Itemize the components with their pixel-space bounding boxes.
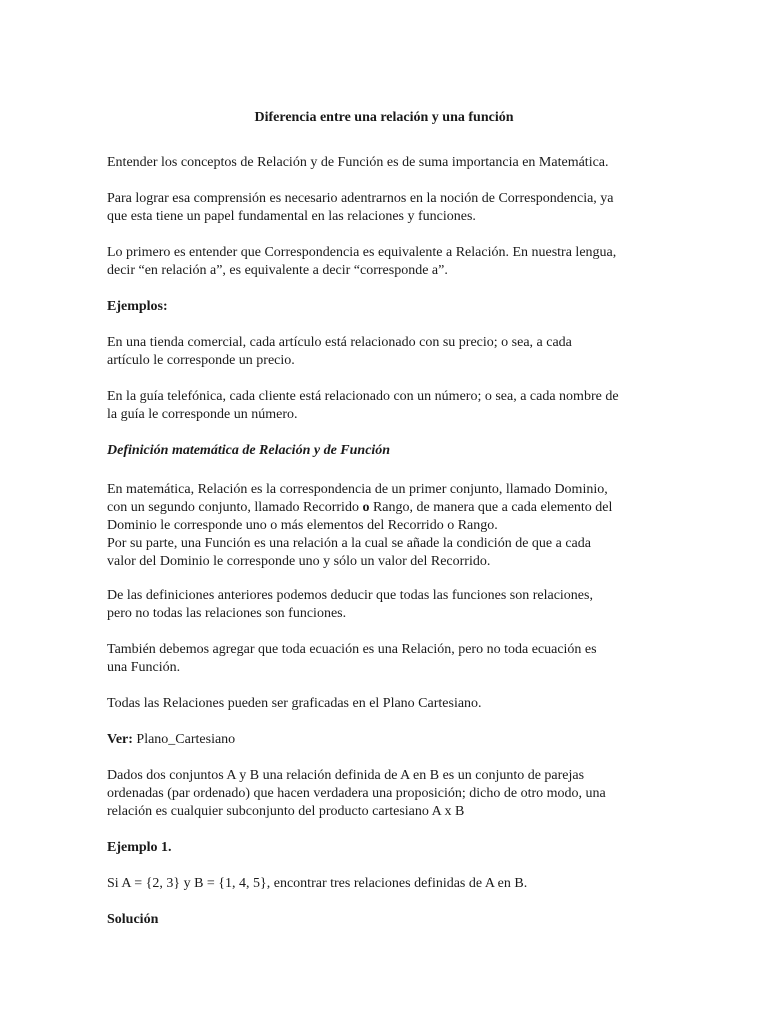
text-line: Para lograr esa comprensión es necesario adentrarnos en la noción de Correspondencia, ya: [107, 191, 614, 206]
text-line: Dominio le corresponde uno o más elementos del Recorrido o Rango.: [107, 518, 498, 533]
document-title: Diferencia entre una relación y una función: [254, 110, 514, 125]
example-phonebook: [107, 388, 659, 424]
text-line: una Función.: [107, 660, 181, 675]
text-line: Por su parte, una Función es una relación a la cual se añade la condición de que a cada: [107, 536, 591, 551]
intro-paragraph: Entender los conceptos de Relación y de Función es de suma importancia en Matemática.: [107, 155, 609, 170]
text-line: También debemos agregar que toda ecuación es una Relación, pero no toda ecuación es: [107, 642, 597, 657]
text-line: De las definiciones anteriores podemos deducir que todas las funciones son relaciones,: [107, 588, 593, 603]
text-line: relación es cualquier subconjunto del producto cartesiano A x B: [107, 804, 465, 819]
paragraph-sets: [107, 767, 659, 821]
see-link[interactable]: Plano_Cartesiano: [132, 732, 236, 747]
paragraph-graph: Todas las Relaciones pueden ser graficadas en el Plano Cartesiano.: [107, 696, 482, 711]
text-line: decir “en relación a”, es equivalente a decir “corresponde a”.: [107, 263, 448, 278]
paragraph-relation: [107, 244, 659, 280]
text-line: artículo le corresponde un precio.: [107, 353, 295, 368]
text-segment: con un segundo conjunto, llamado Recorrido: [107, 500, 363, 515]
paragraph-deduction: [107, 587, 659, 623]
text-line: En una tienda comercial, cada artículo está relacionado con su precio; o sea, a cada: [107, 335, 572, 350]
text-line: Lo primero es entender que Correspondencia es equivalente a Relación. En nuestra lengua,: [107, 245, 617, 260]
solution-heading: Solución: [107, 912, 159, 927]
bold-word: o: [362, 500, 370, 515]
definition-paragraph: [107, 481, 659, 571]
text-line: En matemática, Relación es la correspondencia de un primer conjunto, llamado Dominio,: [107, 482, 608, 497]
example1-heading: Ejemplo 1.: [107, 840, 172, 855]
text-line: que esta tiene un papel fundamental en las relaciones y funciones.: [107, 209, 476, 224]
text-line: la guía le corresponde un número.: [107, 407, 298, 422]
definition-heading: Definición matemática de Relación y de Función: [107, 443, 391, 458]
paragraph-equation: [107, 641, 659, 677]
text-line: ordenadas (par ordenado) que hacen verdadera una proposición; dicho de otro modo, una: [107, 786, 606, 801]
examples-heading: Ejemplos:: [107, 299, 168, 314]
see-also-line: [107, 731, 659, 749]
text-segment: Rango, de manera que a cada elemento del: [369, 500, 613, 515]
see-label: Ver:: [107, 732, 133, 747]
text-line: En la guía telefónica, cada cliente está relacionado con un número; o sea, a cada nombre de: [107, 389, 619, 404]
text-line: pero no todas las relaciones son funciones.: [107, 606, 347, 621]
text-line: Dados dos conjuntos A y B una relación definida de A en B es un conjunto de parejas: [107, 768, 585, 783]
paragraph-correspondence: [107, 190, 659, 226]
example-store: [107, 334, 659, 370]
text-line: [107, 499, 659, 517]
text-line: valor del Dominio le corresponde uno y sólo un valor del Recorrido.: [107, 554, 491, 569]
example1-text: Si A = {2, 3} y B = {1, 4, 5}, encontrar tres relaciones definidas de A en B.: [107, 876, 528, 891]
